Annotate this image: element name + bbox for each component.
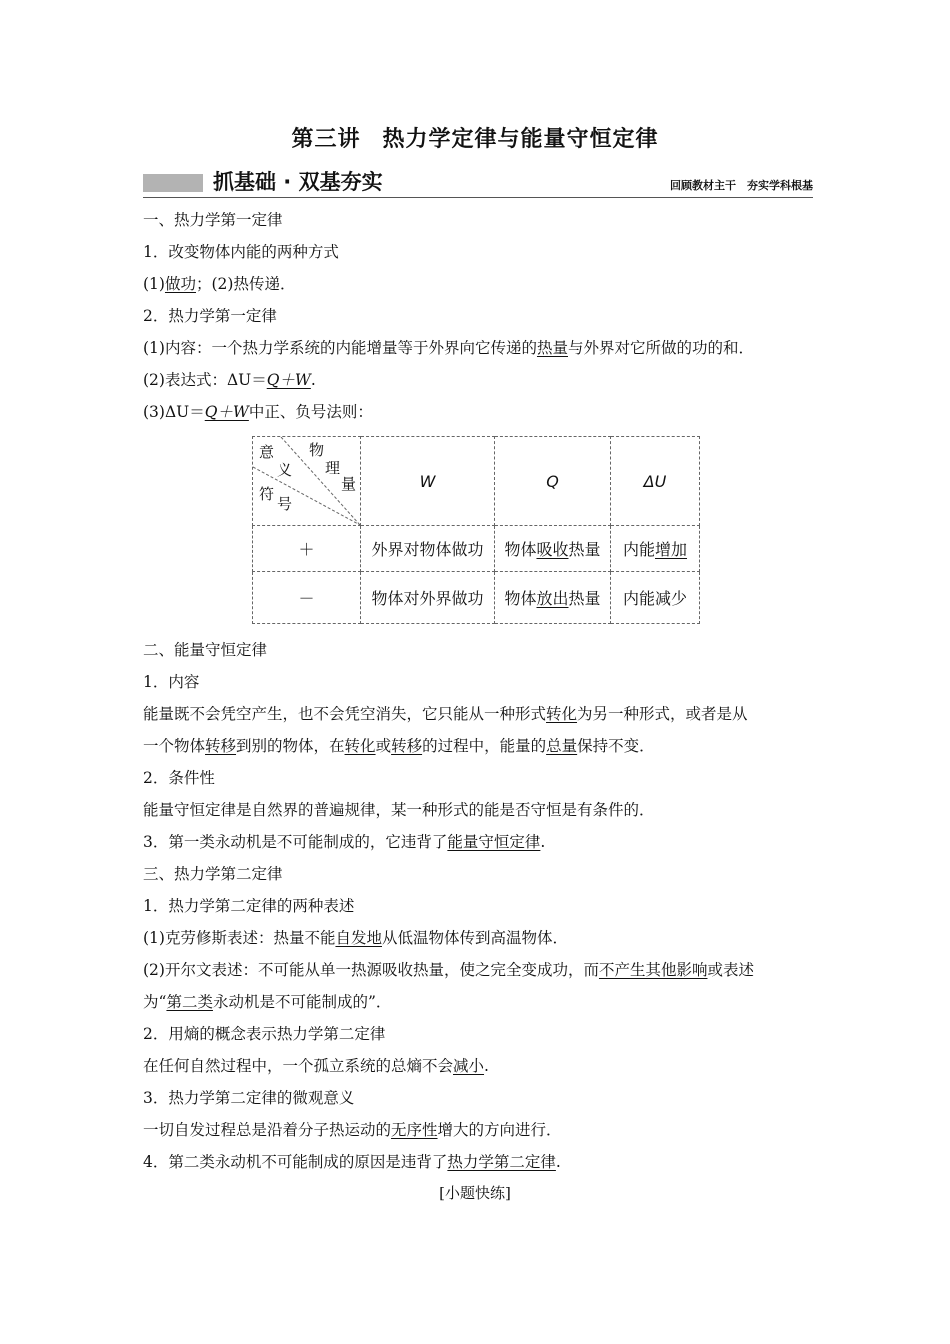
paragraph: 一切自发过程总是沿着分子热运动的无序性增大的方向进行．	[143, 1121, 562, 1139]
paragraph: (1)做功；(2)热传递．	[143, 275, 296, 293]
item-heading: 2．热力学第一定律	[143, 307, 277, 325]
banner-bar	[143, 174, 203, 192]
item-heading: 2．用熵的概念表示热力学第二定律	[143, 1025, 386, 1043]
section-heading-3: 三、热力学第二定律	[143, 865, 283, 883]
quick-practice-label: [小题快练]	[439, 1184, 511, 1202]
sign-rule-table	[252, 436, 700, 624]
table-cell: 物体放出热量	[495, 572, 611, 624]
paragraph: 在任何自然过程中，一个孤立系统的总熵不会减小.	[143, 1057, 489, 1075]
banner-rule	[143, 197, 813, 198]
item-heading: 1．热力学第二定律的两种表述	[143, 897, 355, 915]
page-title: 第三讲 热力学定律与能量守恒定律	[291, 127, 659, 152]
diag-label: 量	[341, 475, 357, 493]
banner-heading: 抓基础 · 双基夯实	[213, 170, 383, 194]
diag-label: 号	[277, 495, 293, 513]
header-q: Q	[495, 437, 611, 526]
formula-line: (2)表达式：ΔU＝Q＋W.	[143, 371, 316, 389]
section-banner	[143, 168, 813, 198]
sign-cell: －	[253, 572, 361, 624]
paragraph: (2)开尔文表述：不可能从单一热源吸收热量，使之完全变成功，而不产生其他影响或表述	[143, 961, 754, 979]
item-heading: 1．改变物体内能的两种方式	[143, 243, 339, 261]
paragraph: 一个物体转移到别的物体，在转化或转移的过程中，能量的总量保持不变．	[143, 737, 655, 755]
paragraph: 能量既不会凭空产生，也不会凭空消失，它只能从一种形式转化为另一种形式，或者是从	[143, 705, 748, 723]
table-cell: 物体吸收热量	[495, 526, 611, 572]
paragraph: (1)内容：一个热力学系统的内能增量等于外界向它传递的热量与外界对它所做的功的和．	[143, 339, 754, 357]
header-w: W	[361, 437, 495, 526]
paragraph: (1)克劳修斯表述：热量不能自发地从低温物体传到高温物体．	[143, 929, 568, 947]
diag-label: 物	[309, 441, 325, 459]
table-cell: 物体对外界做功	[361, 572, 495, 624]
paragraph: 为“第二类永动机是不可能制成的”．	[143, 993, 392, 1011]
paragraph: 4．第二类永动机不可能制成的原因是违背了热力学第二定律.	[143, 1153, 561, 1171]
paragraph: 能量守恒定律是自然界的普遍规律，某一种形式的能是否守恒是有条件的．	[143, 801, 655, 819]
diag-label: 义	[277, 461, 293, 479]
item-heading: 2．条件性	[143, 769, 215, 787]
diag-label: 意	[259, 443, 275, 461]
item-heading: 1．内容	[143, 673, 200, 691]
table-cell: 内能增加	[611, 526, 700, 572]
diag-label: 符	[259, 485, 275, 503]
section-heading-1: 一、热力学第一定律	[143, 211, 283, 229]
table-cell: 内能减少	[611, 572, 700, 624]
banner-tag: 回顾教材主干 夯实学科根基	[670, 179, 813, 192]
section-heading-2: 二、能量守恒定律	[143, 641, 268, 659]
table-cell: 外界对物体做功	[361, 526, 495, 572]
header-du: ΔU	[611, 437, 700, 526]
item-heading: 3．热力学第二定律的微观意义	[143, 1089, 355, 1107]
diagonal-header-cell	[253, 437, 361, 526]
diag-label: 理	[325, 459, 341, 477]
formula-line: (3)ΔU＝Q＋W中正、负号法则：	[143, 403, 373, 421]
sign-cell: ＋	[253, 526, 361, 572]
paragraph: 3．第一类永动机是不可能制成的，它违背了能量守恒定律.	[143, 833, 546, 851]
